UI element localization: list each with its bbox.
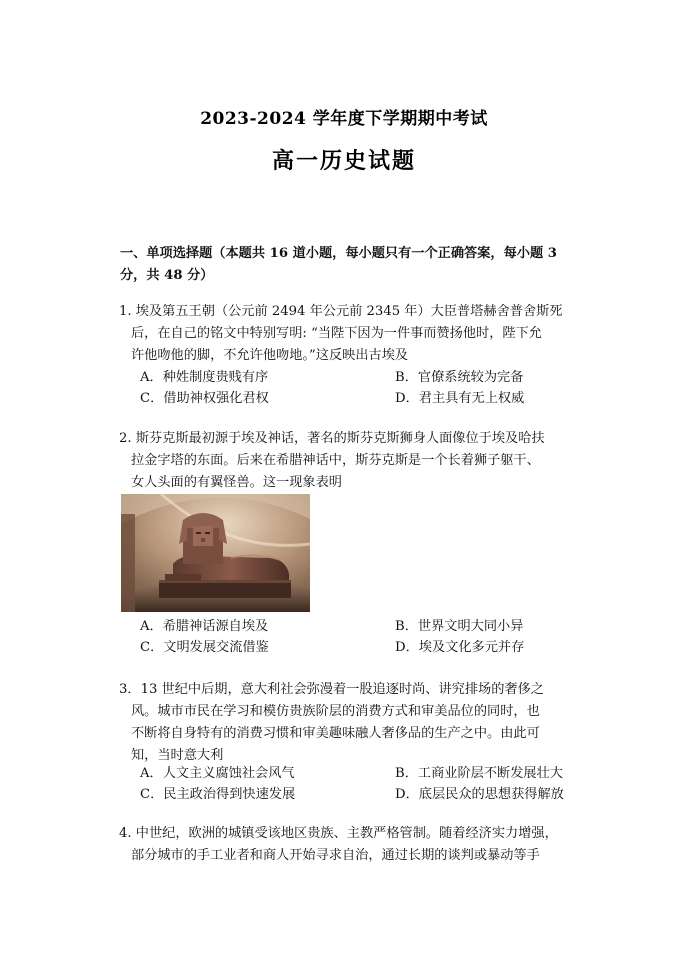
- option-a[interactable]: A．人文主义腐蚀社会风气: [140, 766, 295, 781]
- section-heading-line-2: 分，共 48 分）: [120, 268, 214, 283]
- option-d[interactable]: D．埃及文化多元并存: [395, 640, 525, 655]
- option-c[interactable]: C．民主政治得到快速发展: [140, 787, 296, 802]
- option-b[interactable]: B．世界文明大同小异: [395, 619, 524, 634]
- sphinx-photo: [121, 494, 310, 612]
- question-3-line-2: 风。城市市民在学习和模仿贵族阶层的消费方式和审美品位的同时，也: [131, 704, 540, 719]
- question-1-line-1: 1. 埃及第五王朝（公元前 2494 年公元前 2345 年）大臣普塔赫舍普舍斯死: [119, 304, 563, 319]
- section-heading-line-1: 一、单项选择题（本题共 16 道小题，每小题只有一个正确答案，每小题 3: [120, 246, 557, 261]
- question-4-line-1: 4. 中世纪，欧洲的城镇受该地区贵族、主教严格管制。随着经济实力增强，: [119, 826, 558, 841]
- subject-title: 高一历史试题: [271, 148, 416, 174]
- option-d[interactable]: D．底层民众的思想获得解放: [395, 787, 564, 802]
- option-d[interactable]: D．君主具有无上权威: [395, 391, 525, 406]
- question-1-options: [140, 367, 580, 409]
- question-4-line-2: 部分城市的手工业者和商人开始寻求自治，通过长期的谈判或暴动等手: [131, 848, 540, 863]
- question-3-options: [140, 763, 580, 805]
- question-4: [119, 823, 581, 867]
- option-b[interactable]: B．工商业阶层不断发展壮大: [395, 766, 563, 781]
- question-3-line-4: 知，当时意大利: [131, 748, 224, 763]
- option-a[interactable]: A．种姓制度贵贱有序: [140, 370, 269, 385]
- option-c[interactable]: C．文明发展交流借鉴: [140, 640, 269, 655]
- question-2-line-2: 拉金字塔的东面。后来在希腊神话中，斯芬克斯是一个长着狮子躯干、: [131, 453, 540, 468]
- question-3-line-1: 3．13 世纪中后期，意大利社会弥漫着一股追逐时尚、讲究排场的奢侈之: [119, 682, 544, 697]
- section-heading: [120, 243, 580, 287]
- question-2-options: [140, 616, 580, 658]
- question-1: [119, 301, 581, 367]
- option-b[interactable]: B．官僚系统较为完备: [395, 370, 524, 385]
- question-2-line-1: 2. 斯芬克斯最初源于埃及神话，著名的斯芬克斯狮身人面像位于埃及哈扶: [119, 431, 545, 446]
- question-3: [119, 679, 581, 767]
- option-c[interactable]: C．借助神权强化君权: [140, 391, 269, 406]
- question-1-line-3: 许他吻他的脚，不允许他吻地。”这反映出古埃及: [131, 348, 409, 363]
- question-2: [119, 428, 581, 494]
- question-2-line-3: 女人头面的有翼怪兽。这一现象表明: [131, 475, 342, 490]
- question-3-line-3: 不断将自身特有的消费习惯和审美趣味融人奢侈品的生产之中。由此可: [131, 726, 540, 741]
- exam-title: 2023-2024 学年度下学期期中考试: [200, 109, 488, 129]
- question-1-line-2: 后，在自己的铭文中特别写明: “当陛下因为一件事而赞扬他时，陛下允: [131, 326, 542, 341]
- option-a[interactable]: A．希腊神话源自埃及: [140, 619, 269, 634]
